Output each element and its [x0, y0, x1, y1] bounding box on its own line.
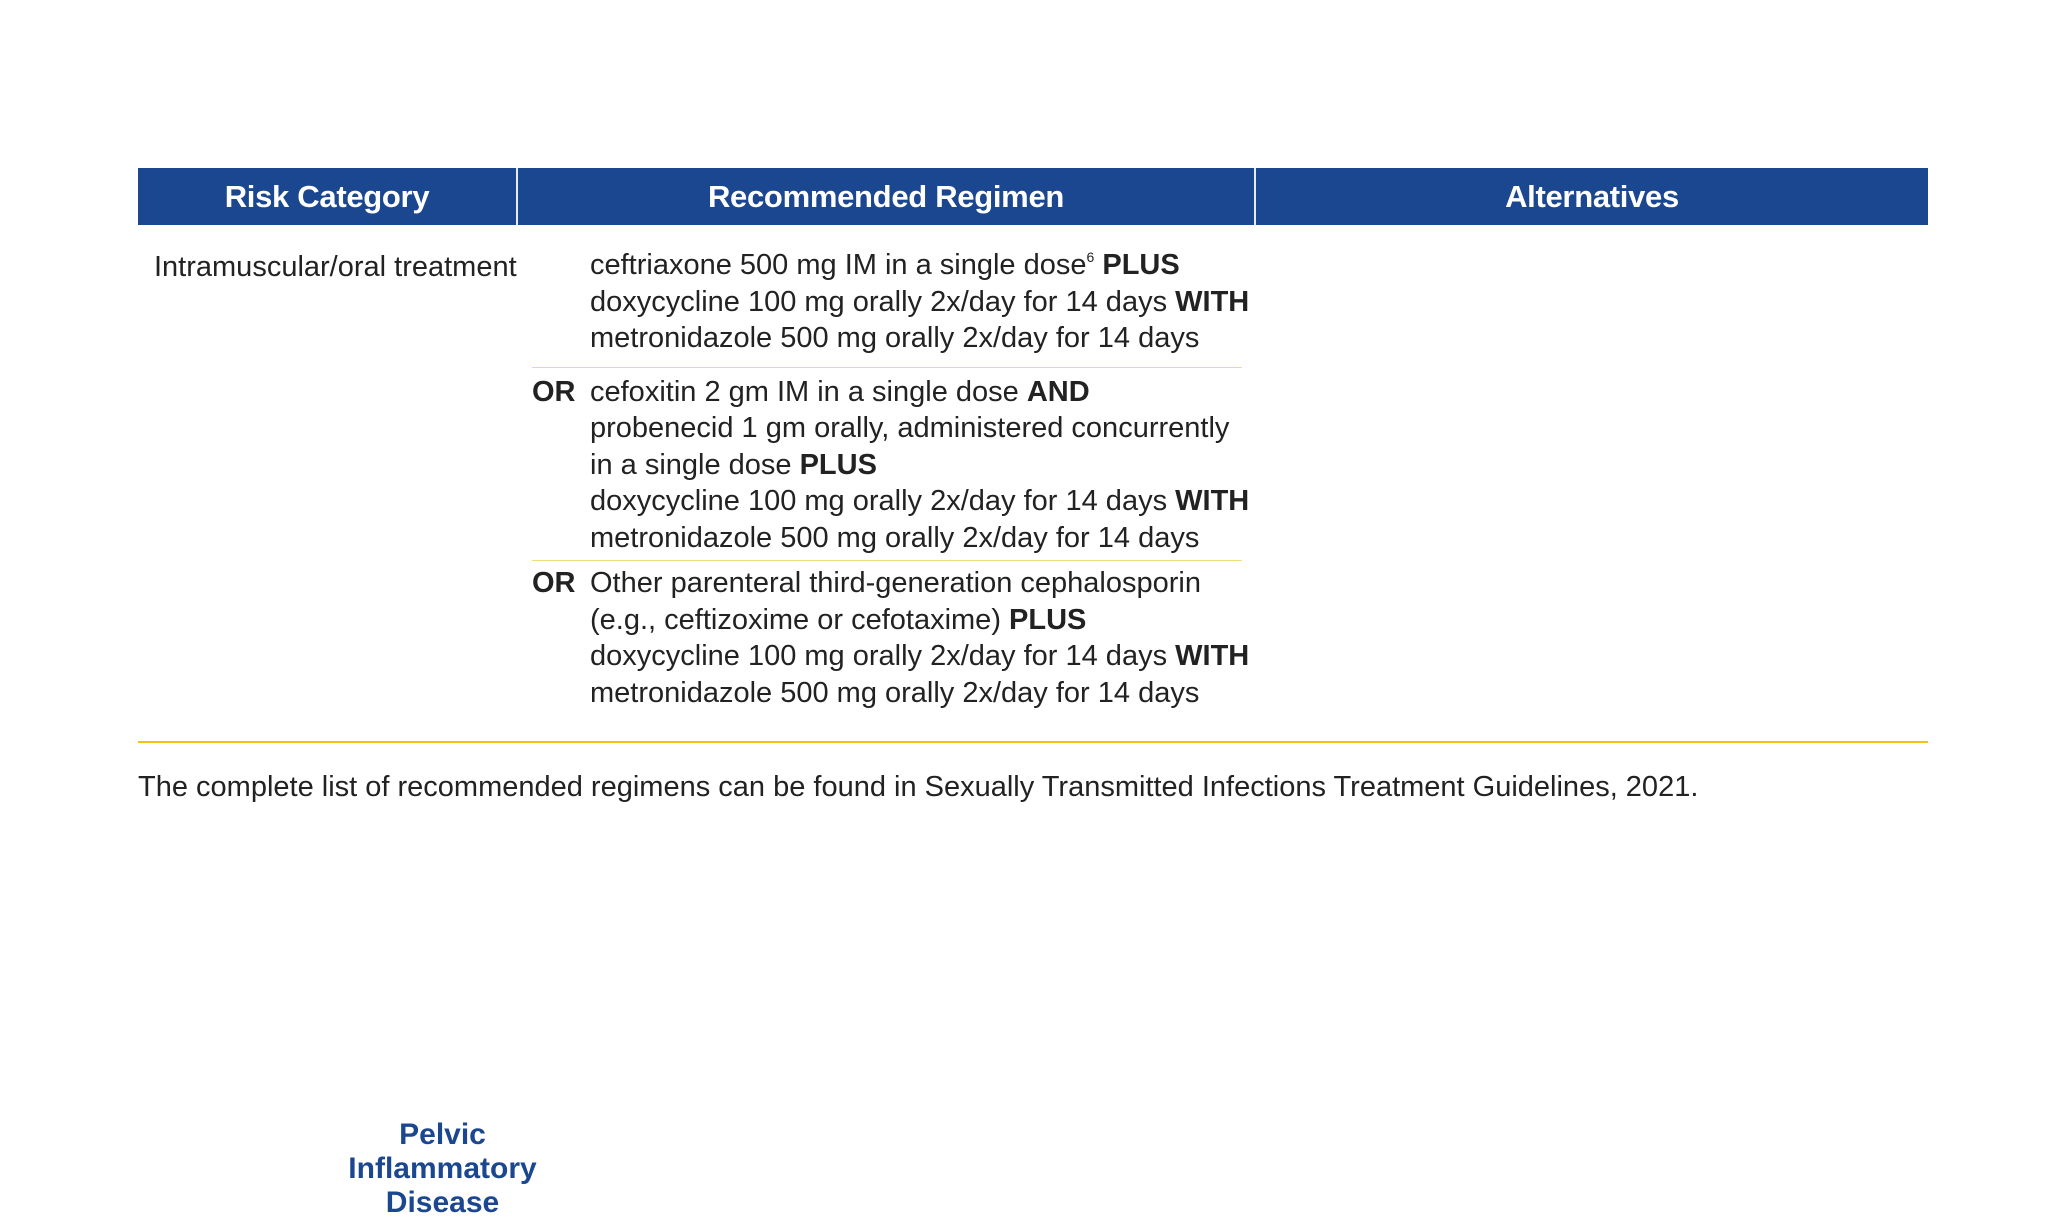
regimen-line — [590, 284, 1250, 321]
section-label-line: Inflammatory — [348, 1152, 537, 1185]
regimen-option-1 — [532, 247, 1250, 367]
regimen-line — [590, 374, 1242, 411]
header-risk-category: Risk Category — [138, 168, 518, 225]
regimen-text: doxycycline 100 mg orally 2x/day for 14 days — [590, 485, 1168, 517]
regimen-line: probenecid 1 gm orally, administered concurrently — [590, 412, 1230, 444]
section-label — [330, 1118, 555, 1220]
table-body — [138, 225, 1928, 800]
regimen-line — [590, 638, 1250, 675]
header-recommended-regimen: Recommended Regimen — [518, 168, 1256, 225]
regimen-line — [590, 602, 1242, 639]
regimen-option-2 — [532, 367, 1250, 561]
regimen-line: Other parenteral third-generation cephalosporin — [590, 567, 1201, 599]
conjunction: WITH — [1175, 285, 1250, 318]
or-label: OR — [532, 375, 576, 408]
regimen-line: metronidazole 500 mg orally 2x/day for 14 days — [590, 676, 1200, 709]
regimen-text: doxycycline 100 mg orally 2x/day for 14 days — [590, 285, 1168, 318]
conjunction: PLUS — [1009, 603, 1087, 636]
treatment-table — [138, 168, 1928, 800]
conjunction: PLUS — [799, 448, 877, 481]
regimen-line — [590, 247, 1242, 284]
conjunction: WITH — [1175, 640, 1250, 672]
regimen-text: doxycycline 100 mg orally 2x/day for 14 days — [590, 640, 1168, 672]
header-alternatives: Alternatives — [1505, 178, 1679, 214]
footnote-ref: 6 — [1086, 249, 1095, 265]
table-header — [138, 168, 1928, 225]
regimen-text: cefoxitin 2 gm IM in a single dose — [590, 375, 1019, 408]
conjunction: AND — [1026, 375, 1090, 408]
regimen-text: (e.g., ceftizoxime or cefotaxime) — [590, 603, 1001, 636]
regimen-line — [590, 483, 1250, 520]
risk-category-cell: Intramuscular/oral treatment — [154, 251, 517, 283]
table-bottom-rule — [138, 741, 1928, 743]
regimen-text: in a single dose — [590, 448, 792, 481]
regimen-line — [590, 447, 1242, 484]
section-label-line: Disease — [385, 1186, 500, 1219]
conjunction: PLUS — [1102, 249, 1180, 281]
regimen-line: metronidazole 500 mg orally 2x/day for 14 days — [590, 521, 1200, 554]
regimen-option-3 — [532, 560, 1250, 711]
footnote: The complete list of recommended regimens can be found in Sexually Transmitted Infections Treatment Guidelines, 2021. — [138, 771, 1699, 803]
section-label-line: Pelvic — [399, 1118, 486, 1151]
regimen-text: ceftriaxone 500 mg IM in a single dose — [590, 249, 1087, 281]
regimen-list — [532, 247, 1250, 711]
regimen-line: metronidazole 500 mg orally 2x/day for 14 days — [590, 322, 1200, 354]
conjunction: WITH — [1175, 485, 1250, 517]
or-label: OR — [532, 567, 576, 599]
